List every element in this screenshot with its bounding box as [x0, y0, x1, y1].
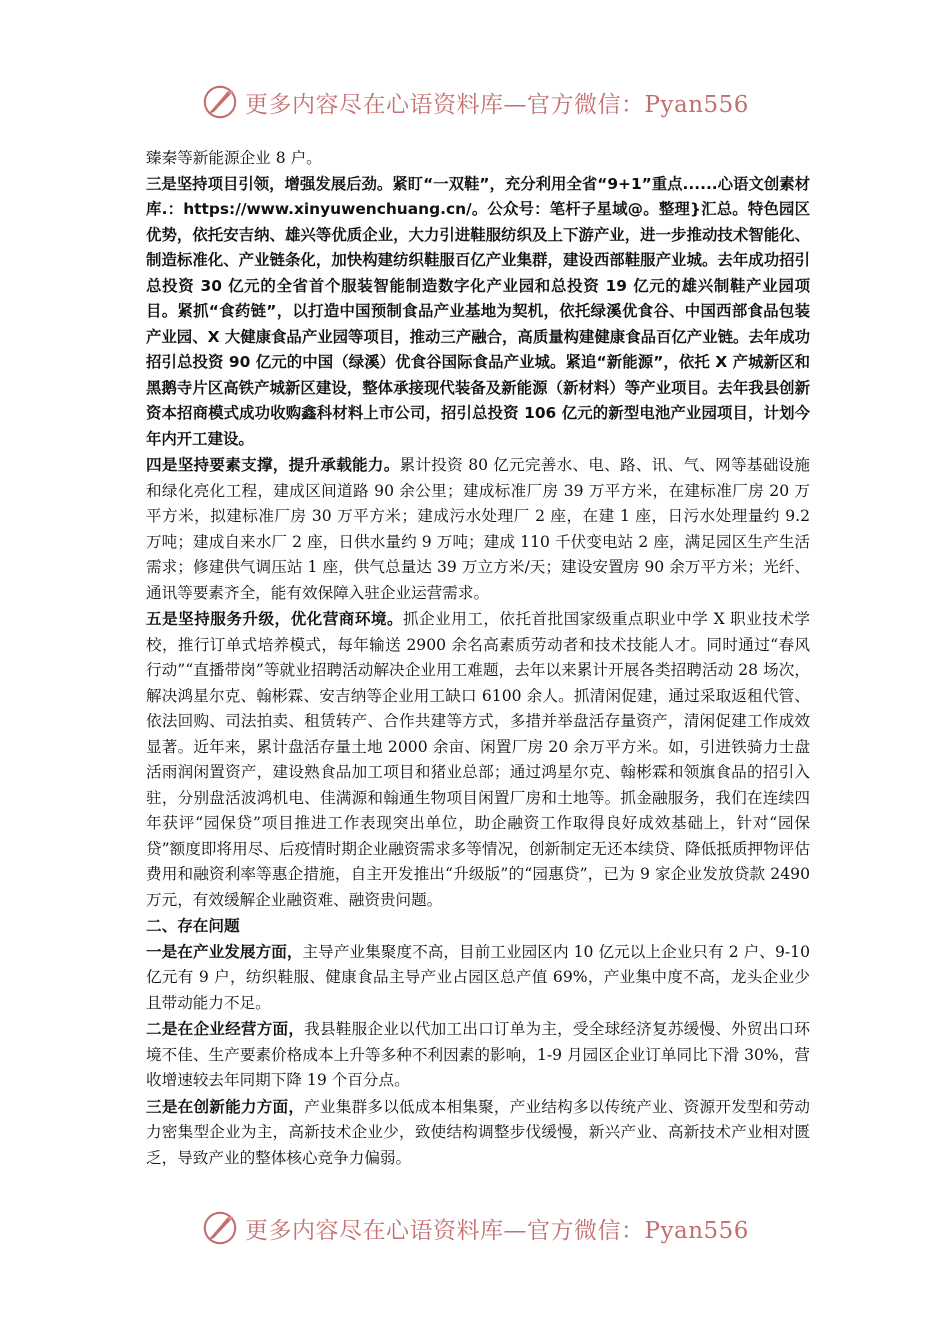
paragraph	[146, 1016, 810, 1094]
paragraph-text: 抓企业用工，依托首批国家级重点职业中学 X 职业技术学校，推行订单式培养模式，每年输送 2900 余名高素质劳动者和技术技能人才。同时通过“春风行动”“直播带岗”等就业招聘活动解决企业用工难题，去年以来累计开展各类招聘活动 28 场次，解决鸿星尔克、翰彬霖、安吉纳等企业用工缺口 6100 余人。抓清闲促建，通过采取返租代管、依法回购、司法拍卖、租赁转产、合作共建等方式，多措并举盘活存量资产，清闲促建工作成效显著。近年来，累计盘活存量土地 2000 余亩、闲置厂房 20 余万平方米。如，引进铁骑力士盘活雨润闲置资产，建设熟食品加工项目和猪业总部；通过鸿星尔克、翰彬霖和领旗食品的招引入驻，分别盘活波鸿机电、佳满源和翰通生物项目闲置厂房和土地等。抓金融服务，我们在连续四年获评“园保贷”项目推进工作表现突出单位，助企融资工作取得良好成效基础上，针对“园保贷”额度即将用尽、后疫情时期企业融资需求多等情况，创新制定无还本续贷、降低抵质押物评估费用和融资利率等惠企措施，自主开发推出“升级版”的“园惠贷”，已为 9 家企业发放贷款 2490 万元，有效缓解企业融资难、融资贵问题。	[146, 610, 810, 909]
paragraph	[146, 1094, 810, 1172]
footer-banner	[0, 1206, 950, 1250]
paragraph-lead: 一是在产业发展方面，	[146, 941, 303, 961]
paragraph	[146, 939, 810, 1017]
paragraph-text: 三是坚持项目引领，增强发展后劲。紧盯“一双鞋”，充分利用全省“9+1”重点......心语文创素材库.：https://www.xinyuwenchuang.cn/。公众号：笔杆子星域@。整理}汇总。特色园区优势，依托安吉纳、雄兴等优质企业，大力引进鞋服纺织及上下游产业，进一步推动技术智能化、制造标准化、产业链条化，加快构建纺织鞋服百亿产业集群，建设西部鞋服产业城。去年成功招引总投资 30 亿元的全省首个服装智能制造数字化产业园和总投资 19 亿元的雄兴制鞋产业园项目。紧抓“食药链”，以打造中国预制食品产业基地为契机，依托绿溪优食谷、中国西部食品包装产业园、X 大健康食品产业园等项目，推动三产融合，高质量构建健康食品百亿产业链。去年成功招引总投资 90 亿元的中国（绿溪）优食谷国际食品产业城。紧追“新能源”，依托 X 产城新区和黑鹅寺片区高铁产城新区建设，整体承接现代装备及新能源（新材料）等产业项目。去年我县创新资本招商模式成功收购鑫科材料上市公司，招引总投资 106 亿元的新型电池产业园项目，计划今年内开工建设。	[146, 174, 810, 448]
section-heading-text: 二、存在问题	[146, 916, 240, 935]
paragraph	[146, 606, 810, 913]
paragraph	[146, 146, 810, 172]
paragraph-lead: 五是坚持服务升级，优化营商环境。	[146, 609, 404, 628]
banner-text: 更多内容尽在心语资料库—官方微信：Pyan556	[245, 91, 749, 118]
header-banner	[0, 80, 950, 124]
quill-pen-logo-icon	[201, 83, 239, 121]
paragraph-text: 产业集群多以低成本相集聚，产业结构多以传统产业、资源开发型和劳动力密集型企业为主，高新技术企业少，致使结构调整步伐缓慢，新兴产业、高新技术产业相对匮乏，导致产业的整体核心竞争力偏弱。	[146, 1097, 810, 1167]
paragraph-lead: 二是在企业经营方面，	[146, 1019, 305, 1038]
section-heading	[146, 913, 810, 939]
quill-pen-logo-icon	[201, 1209, 239, 1247]
paragraph-text: 累计投资 80 亿元完善水、电、路、讯、气、网等基础设施和绿化亮化工程，建成区间道路 90 余公里；建成标准厂房 39 万平方米，在建标准厂房 20 万平方米，拟建标准厂房 30 万平方米；建成污水处理厂 2 座，在建 1 座，日污水处理量约 9.2 万吨；建成自来水厂 2 座，日供水量约 9 万吨；建成 110 千伏变电站 2 座，满足园区生产生活需求；修建供气调压站 1 座，供气总量达 39 万立方米/天；建设安置房 90 余万平方米；光纤、通讯等要素齐全，能有效保障入驻企业运营需求。	[146, 456, 810, 602]
paragraph-text: 主导产业集聚度不高，目前工业园区内 10 亿元以上企业只有 2 户、9-10 亿元有 9 户，纺织鞋服、健康食品主导产业占园区总产值 69%，产业集中度不高，龙头企业少且带动能力不足。	[146, 942, 810, 1012]
paragraph-text: 臻秦等新能源企业 8 户。	[146, 149, 322, 167]
paragraph-text: 我县鞋服企业以代加工出口订单为主，受全球经济复苏缓慢、外贸出口环境不佳、生产要素价格成本上升等多种不利因素的影响，1-9 月园区企业订单同比下滑 30%，营收增速较去年同期下降 19 个百分点。	[146, 1020, 810, 1089]
document-body	[146, 146, 810, 1171]
banner-text: 更多内容尽在心语资料库—官方微信：Pyan556	[245, 1217, 749, 1244]
paragraph	[146, 172, 810, 453]
paragraph-lead: 三是在创新能力方面，	[146, 1096, 305, 1116]
paragraph	[146, 452, 810, 606]
paragraph-lead: 四是坚持要素支撑，提升承载能力。	[146, 455, 400, 474]
